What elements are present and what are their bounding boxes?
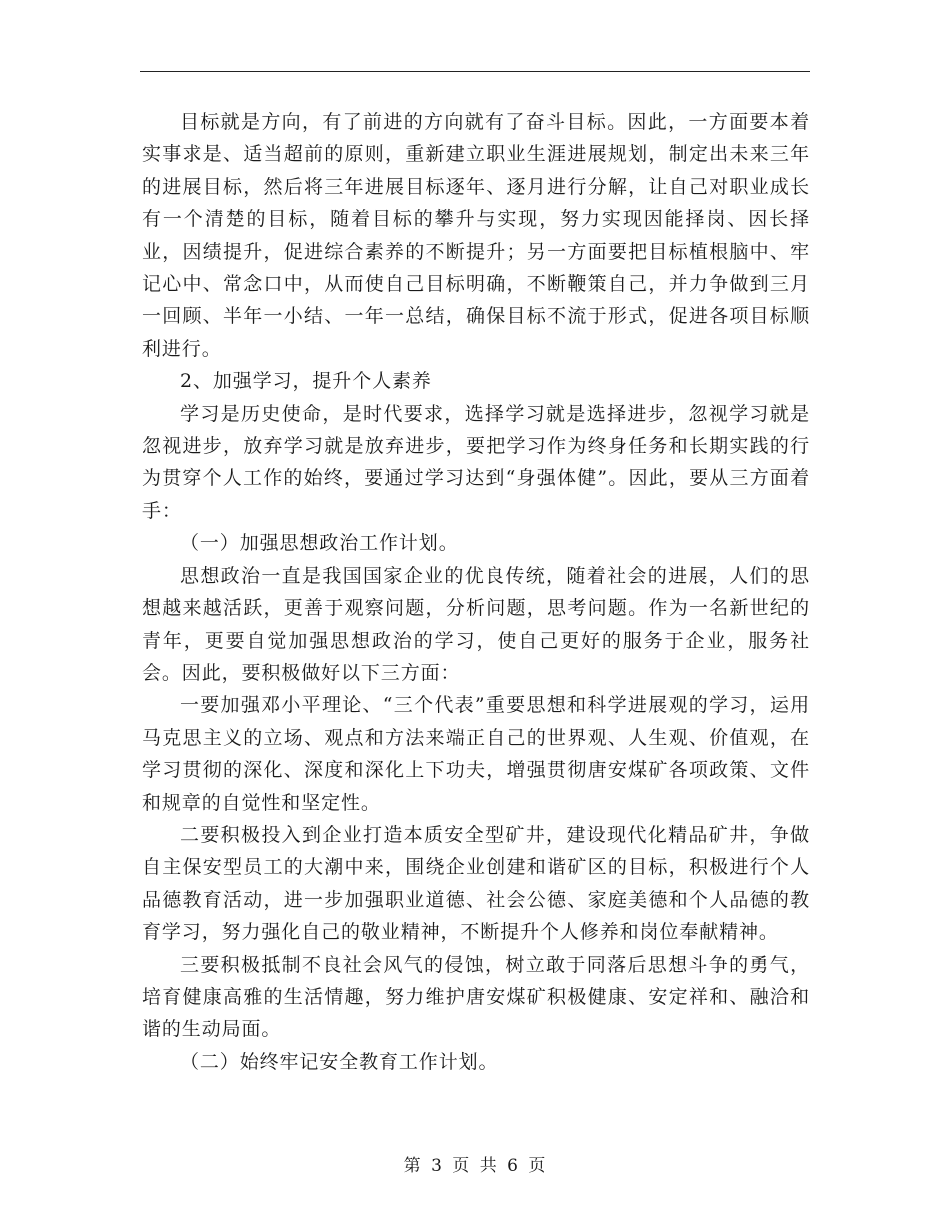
header-rule — [140, 71, 810, 72]
page-number-footer: 第 3 页 共 6 页 — [403, 1156, 547, 1176]
paragraph-second-point: 二要积极投入到企业打造本质安全型矿井，建设现代化精品矿井，争做自主保安型员工的大潮中来，围绕企业创建和谐矿区的目标，积极进行个人品德教育活动，进一步加强职业道德、社会公德、家庭美德和个人品德的教育学习，努力强化自己的敬业精神，不断提升个人修养和岗位奉献精神。 — [142, 823, 810, 944]
paragraph-third-point: 三要积极抵制不良社会风气的侵蚀，树立敢于同落后思想斗争的勇气，培育健康高雅的生活情趣，努力维护唐安煤矿积极健康、安定祥和、融洽和谐的生动局面。 — [142, 953, 810, 1041]
section-heading-study: 2、加强学习，提升个人素养 — [180, 370, 432, 393]
paragraph-goals: 目标就是方向，有了前进的方向就有了奋斗目标。因此，一方面要本着实事求是、适当超前的原则，重新建立职业生涯进展规划，制定出未来三年的进展目标，然后将三年进展目标逐年、逐月进行分解，让自己对职业成长有一个清楚的目标，随着目标的攀升与实现，努力实现因能择岗、因长择业，因绩提升，促进综合素养的不断提升；另一方面要把目标植根脑中、牢记心中、常念口中，从而使自己目标明确，不断鞭策自己，并力争做到三月一回顾、半年一小结、一年一总结，确保目标不流于形式，促进各项目标顺利进行。 — [142, 111, 810, 360]
paragraph-political: 思想政治一直是我国国家企业的优良传统，随着社会的进展，人们的思想越来越活跃，更善于观察问题，分析问题，思考问题。作为一名新世纪的青年，更要自觉加强思想政治的学习，使自己更好的服务于企业，服务社会。因此，要积极做好以下三方面： — [142, 564, 810, 684]
subheading-safety-education: （二）始终牢记安全教育工作计划。 — [180, 1050, 499, 1073]
paragraph-first-point: 一要加强邓小平理论、“三个代表”重要思想和科学进展观的学习，运用马克思主义的立场、观点和方法来端正自己的世界观、人生观、价值观，在学习贯彻的深化、深度和深化上下功夫，增强贯彻唐安煤矿各项政策、文件和规章的自觉性和坚定性。 — [142, 694, 810, 814]
subheading-political-work: （一）加强思想政治工作计划。 — [180, 532, 459, 555]
document-body — [142, 106, 810, 1078]
paragraph-study: 学习是历史使命，是时代要求，选择学习就是选择进步，忽视学习就是忽视进步，放弃学习就是放弃进步，要把学习作为终身任务和长期实践的行为贯穿个人工作的始终，要通过学习达到“身强体健”。因此，要从三方面着手： — [142, 402, 810, 522]
